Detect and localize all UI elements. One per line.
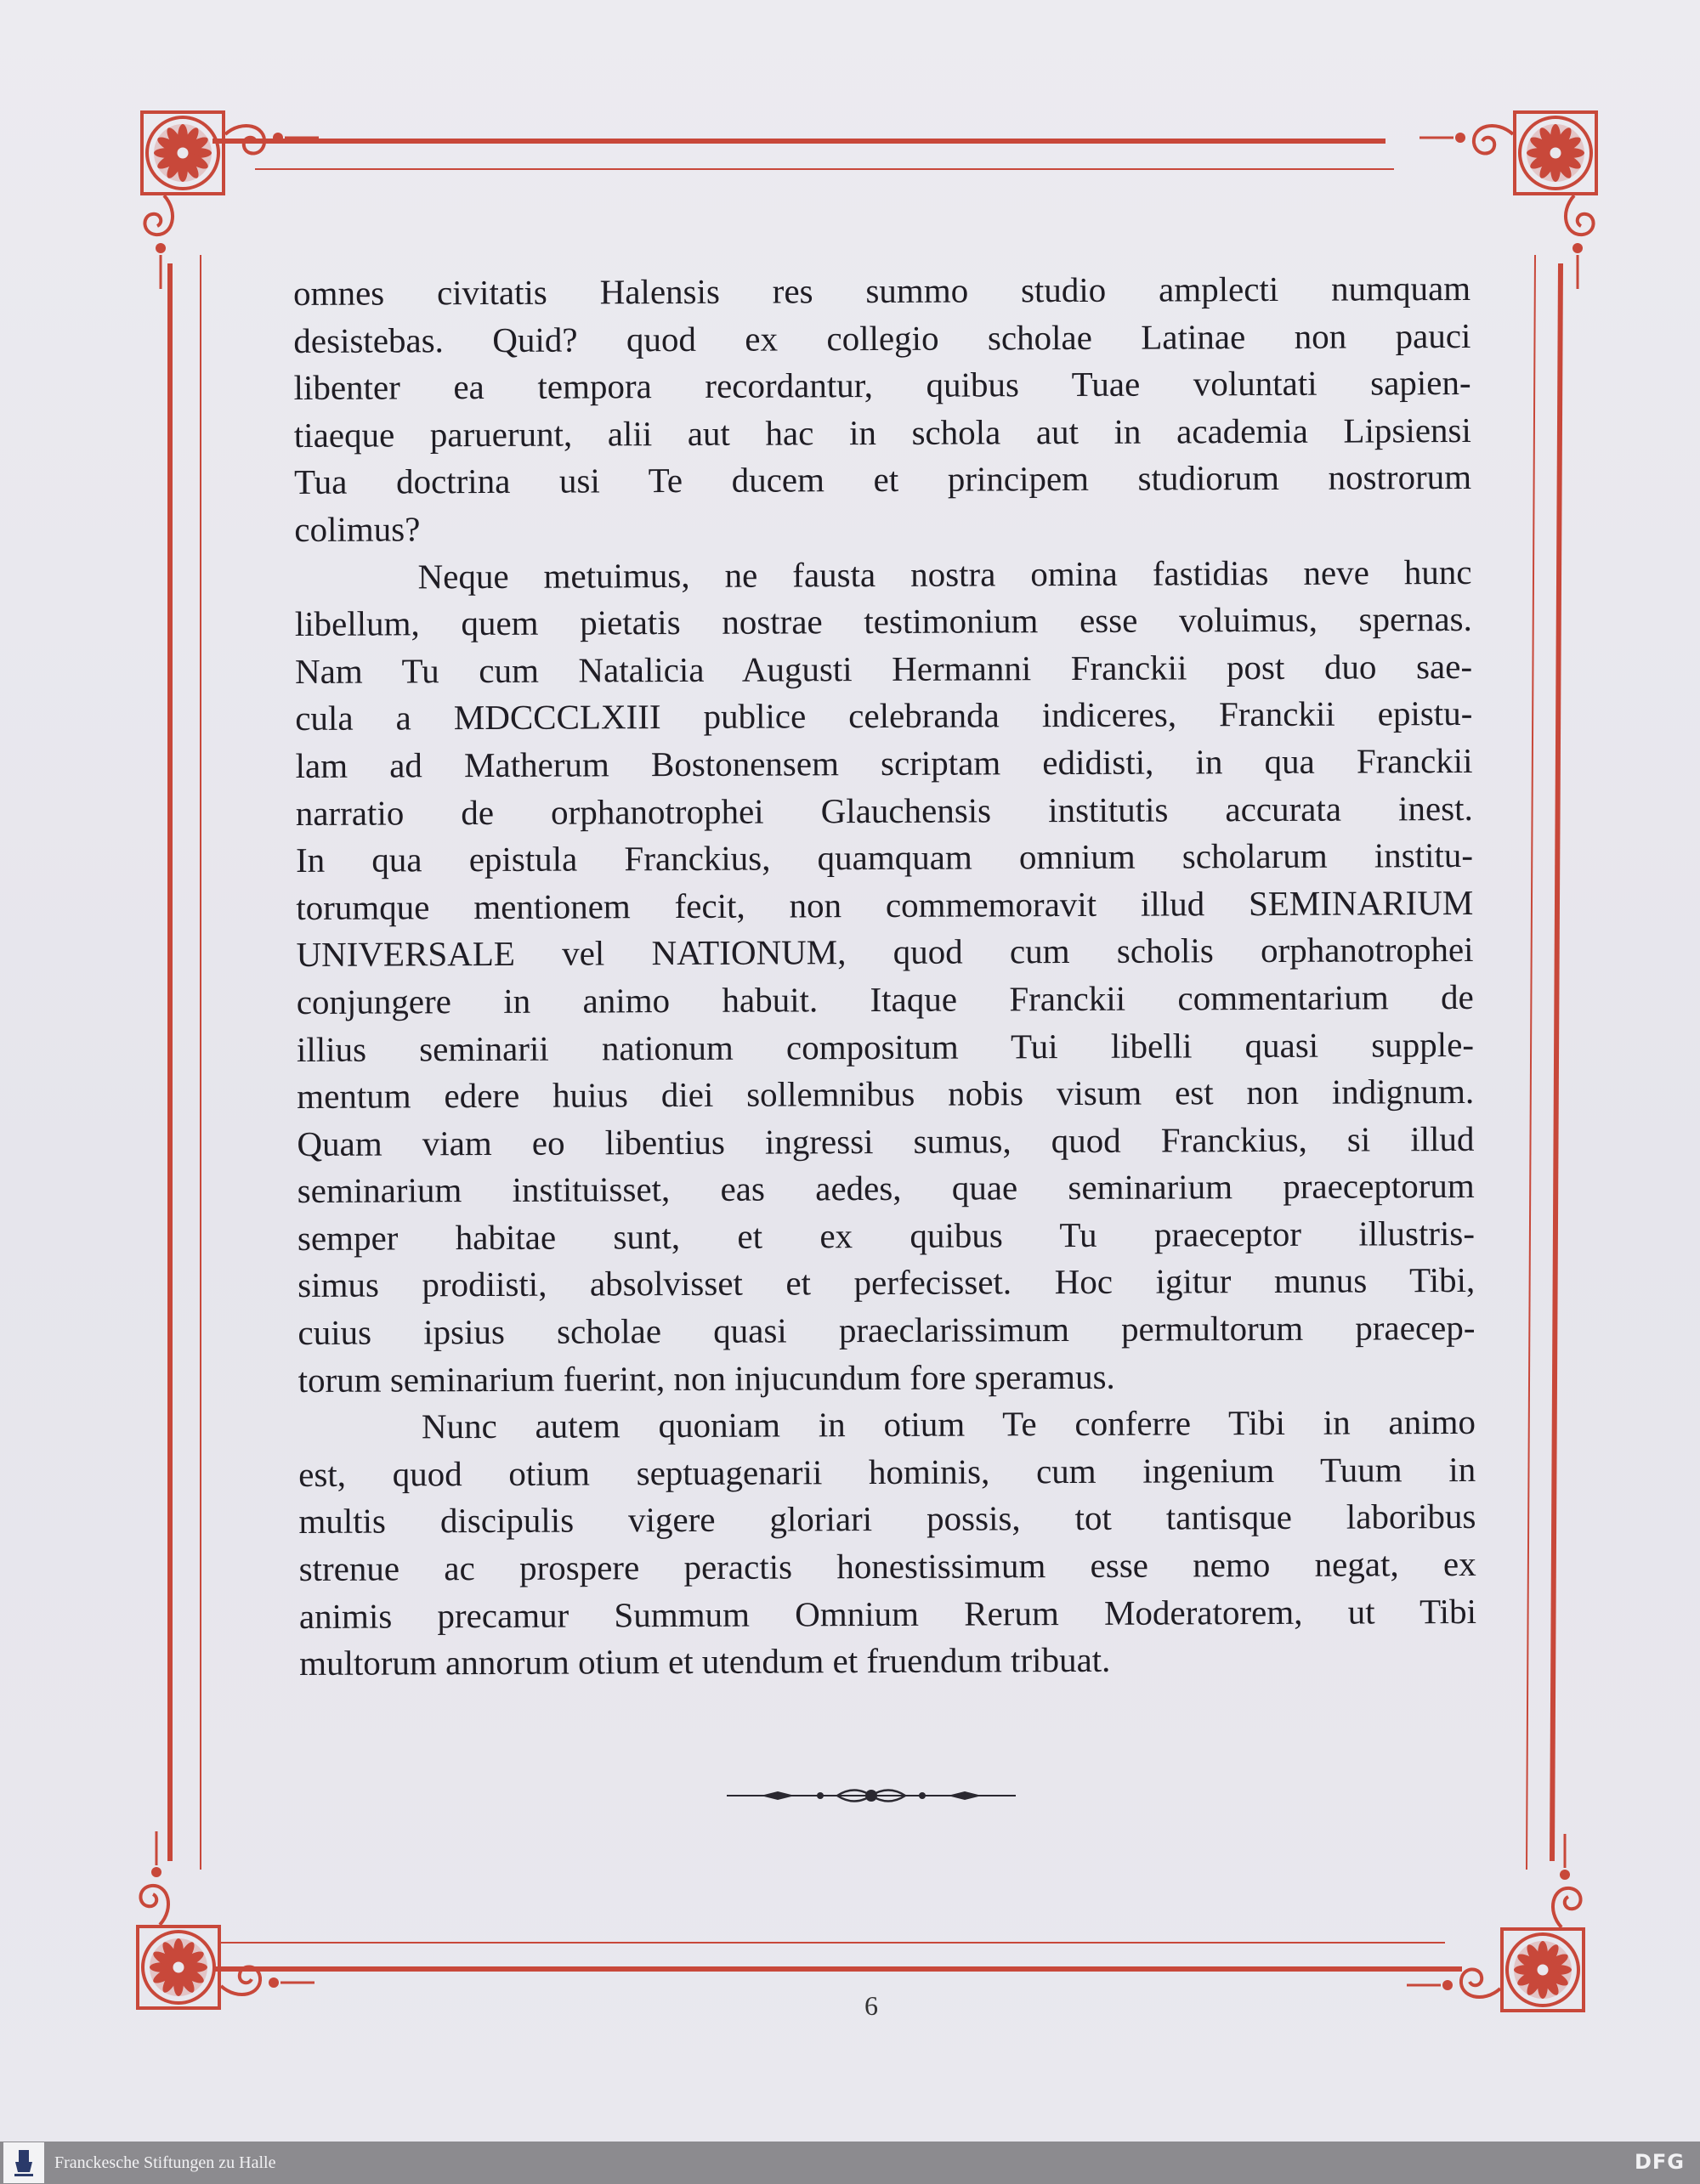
text-line: simus prodiisti, absolvisset et perfecisset. Hoc igitur munus Tibi, (298, 1260, 1476, 1305)
text-line: narratio de orphanotrophei Glauchensis institutis accurata inest. (295, 788, 1473, 833)
text-line: Quam viam eo libentius ingressi sumus, quod Franckius, si illud (297, 1118, 1475, 1163)
text-line: cula a MDCCCLXIII publice celebranda indiceres, Franckii epistu- (295, 693, 1473, 738)
text-line: seminarium instituisset, eas aedes, quae seminarium praeceptorum (297, 1166, 1475, 1211)
institution-name: Franckesche Stiftungen zu Halle (54, 2153, 276, 2172)
text-line: cuius ipsius scholae quasi praeclarissimum permultorum praecep- (298, 1308, 1476, 1353)
text-line: Nunc autem quoniam in otium Te conferre Tibi in animo (421, 1402, 1476, 1446)
text-line: torumque mentionem fecit, non commemoravit illud SEMINARIUM (296, 882, 1474, 927)
paragraph-3 (298, 1399, 1476, 1688)
rosette-corner-icon (1407, 1834, 1584, 2011)
page-number: 6 (864, 1990, 878, 2021)
text-line: lam ad Matherum Bostonensem scriptam edidisti, in qua Franckii (295, 740, 1473, 785)
text-line: illius seminarii nationum compositum Tui libelli quasi supple- (296, 1024, 1475, 1069)
text-line: In qua epistula Franckius, quamquam omnium scholarum institu- (295, 835, 1474, 880)
text-line: multorum annorum otium et utendum et fruendum tribuat. (299, 1640, 1111, 1683)
funder-logo: DFG (1634, 2150, 1685, 2174)
text-line: torum seminarium fuerint, non injucundum fore speramus. (298, 1356, 1115, 1400)
text-line: tiaeque paruerunt, alii aut hac in schola aut in academia Lipsiensi (293, 410, 1471, 455)
paragraph-2 (294, 549, 1475, 1405)
rosette-corner-icon (138, 1831, 314, 2008)
footer-bar (0, 2142, 1700, 2184)
text-line: omnes civitatis Halensis res summo studio amplecti numquam (293, 268, 1471, 313)
ornamental-divider-icon (727, 1783, 1016, 1808)
text-line: Neque metuimus, ne fausta nostra omina fastidias neve hunc (417, 552, 1472, 596)
text-line: desistebas. Quid? quod ex collegio scholae Latinae non pauci (293, 315, 1471, 360)
text-line: strenue ac prospere peractis honestissimum esse nemo negat, ex (298, 1543, 1476, 1589)
text-line: Tua doctrina usi Te ducem et principem studiorum nostrorum (293, 457, 1472, 502)
text-line: libellum, quem pietatis nostrae testimonium esse voluimus, spernas. (294, 599, 1472, 644)
text-line: Nam Tu cum Natalicia Augusti Hermanni Franckii post duo sae- (294, 646, 1473, 691)
paragraph-1 (293, 265, 1471, 554)
rosette-corner-icon (1420, 112, 1596, 289)
text-line: mentum edere huius diei sollemnibus nobis visum est non indignum. (297, 1072, 1475, 1117)
institution-logo-icon (3, 2142, 44, 2183)
text-line: est, quod otium septuagenarii hominis, cum ingenium Tuum in (298, 1449, 1476, 1494)
text-line: libenter ea tempora recordantur, quibus Tuae voluntati sapien- (293, 363, 1471, 408)
text-line: conjungere in animo habuit. Itaque Franckii commentarium de (296, 976, 1474, 1021)
body-text (293, 265, 1476, 1688)
text-line: UNIVERSALE vel NATIONUM, quod cum scholis orphanotrophei (296, 930, 1474, 975)
text-line: multis discipulis vigere gloriari possis, tot tantisque laboribus (298, 1497, 1476, 1542)
text-line: colimus? (294, 509, 421, 549)
text-line: semper habitae sunt, et ex quibus Tu praeceptor illustris- (297, 1213, 1476, 1258)
text-line: animis precamur Summum Omnium Rerum Moderatorem, ut Tibi (298, 1591, 1476, 1636)
